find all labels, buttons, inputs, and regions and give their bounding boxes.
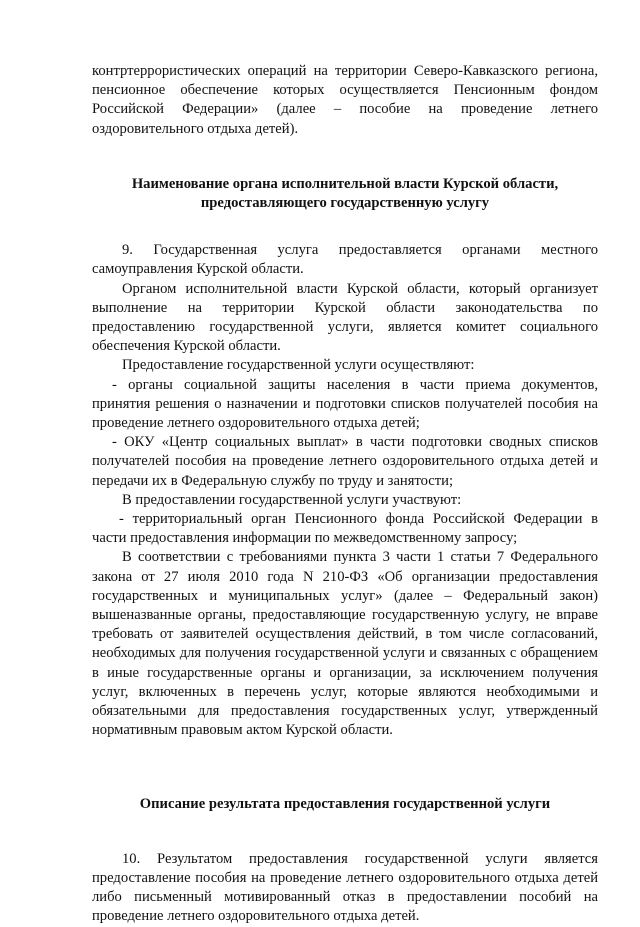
paragraph-9-organ: Органом исполнительной власти Курской области, который организует выполнение на территории Курской области законодательства по предоставлению государственной услуги, является комитет социального обеспечения Курской области.	[92, 280, 598, 355]
paragraph-9-performers-intro: Предоставление государственной услуги осуществляют:	[122, 357, 475, 374]
paragraph-10: 10. Результатом предоставления государственной услуги является предоставление пособия на проведение летнего оздоровительного отдыха детей либо письменный мотивированный отказ в предоставлении пособий на проведение летнего оздоровительного отдыха детей.	[92, 850, 598, 925]
document-page	[92, 62, 598, 927]
paragraph-9-participants-intro: В предоставлении государственной услуги участвуют:	[122, 491, 462, 508]
section-heading-result: Описание результата предоставления государственной услуги	[139, 795, 551, 812]
paragraph-9-federal-law: В соответствии с требованиями пункта 3 части 1 статьи 7 Федерального закона от 27 июля 2010 года N 210-ФЗ «Об организации предоставления государственных и муниципальных услуг» (далее – Федеральный закон) вышеназванные органы, предоставляющие государственную услугу, не вправе требовать от заявителей осуществления действий, в том числе согласований, необходимых для получения государственной услуги и связанных с обращением в иные государственные органы и организации, за исключением получения услуг, включенных в перечень услуг, которые являются необходимыми и обязательными для предоставления государственных услуг, утвержденный нормативным правовым актом Курской области.	[92, 549, 598, 739]
intro-paragraph: контртеррористических операций на территории Северо-Кавказского региона, пенсионное обеспечение которых осуществляется Пенсионным фондом Российской Федерации» (далее – пособие на проведение летнего оздоровительного отдыха детей).	[92, 63, 598, 137]
paragraph-9-bullet-payment-center: - ОКУ «Центр социальных выплат» в части подготовки сводных списков получателей пособия на проведение летнего оздоровительного отдыха детей и передачи их в Федеральную службу по труду и занятости;	[92, 434, 598, 489]
paragraph-9-bullet-social-protection: - органы социальной защиты населения в части приема документов, принятия решения о назначении и подготовки списков получателей пособия на проведение летнего оздоровительного отдыха детей;	[92, 376, 598, 432]
paragraph-9: 9. Государственная услуга предоставляется органами местного самоуправления Курской области.	[92, 242, 598, 278]
section-heading-authority: Наименование органа исполнительной власти Курской области, предоставляющего государственную услугу	[131, 175, 559, 212]
paragraph-9-participant-pension-fund: - территориальный орган Пенсионного фонда Российской Федерации в части предоставления информации по межведомственному запросу;	[92, 511, 598, 547]
